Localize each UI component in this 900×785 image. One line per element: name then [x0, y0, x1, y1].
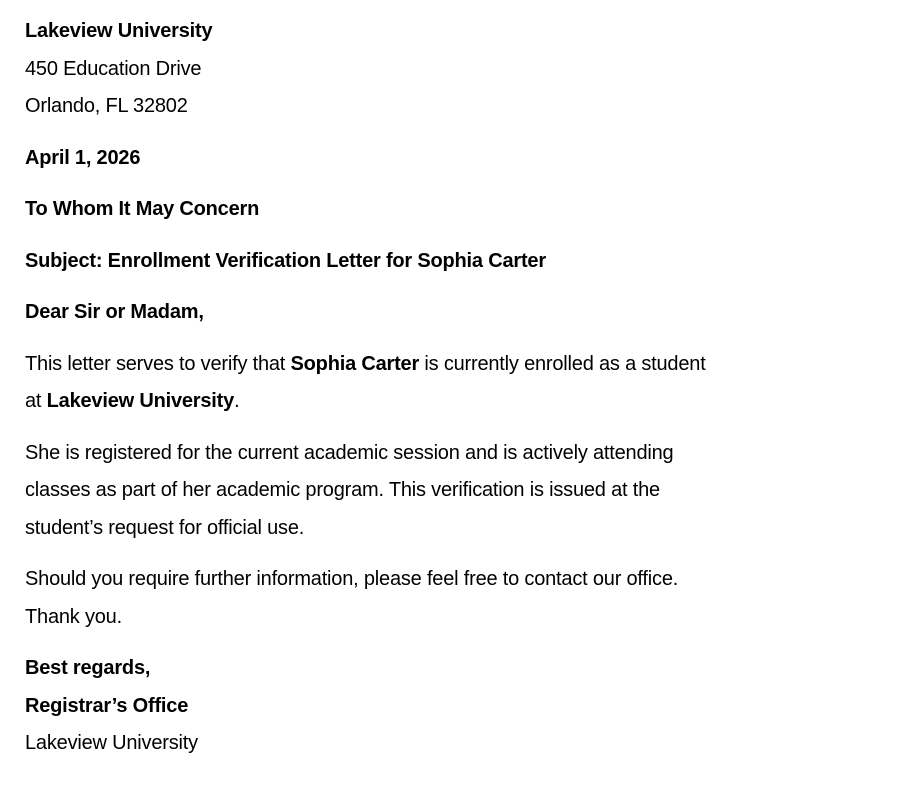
institution-name-inline: Lakeview University: [46, 390, 235, 412]
recipient: To Whom It May Concern: [25, 198, 260, 220]
salutation: Dear Sir or Madam,: [25, 301, 204, 323]
recipient-block: [25, 191, 875, 229]
signatory-institution: Lakeview University: [25, 732, 198, 754]
body-p1-line-2: [25, 383, 875, 421]
address-line-2: Orlando, FL 32802: [25, 95, 188, 117]
body-paragraph-2: [25, 435, 875, 548]
student-name: Sophia Carter: [290, 352, 420, 375]
subject-block: [25, 243, 875, 281]
body-text: This letter serves to verify that: [25, 352, 291, 375]
body-text: .: [234, 390, 240, 412]
salutation-block: [25, 294, 875, 332]
subject-line: Subject: Enrollment Verification Letter for Sophia Carter: [25, 249, 546, 272]
institution-name: Lakeview University: [25, 20, 213, 42]
body-p3-line-2: Thank you.: [25, 605, 122, 628]
body-p1-line-1: [25, 346, 875, 384]
body-paragraph-1: [25, 346, 875, 421]
body-p2-line-1: She is registered for the current academic session and is actively attending: [25, 441, 674, 464]
body-text: is currently enrolled as a student: [419, 352, 706, 375]
valediction: Best regards,: [25, 657, 151, 679]
body-p2-line-3: student’s request for official use.: [25, 516, 305, 539]
date-block: [25, 140, 875, 178]
body-p3-line-1: Should you require further information, please feel free to contact our office.: [25, 568, 679, 590]
address-line-1: 450 Education Drive: [25, 57, 202, 80]
letter-date: April 1, 2026: [25, 146, 141, 169]
signatory-office: Registrar’s Office: [25, 694, 189, 717]
body-text: at: [25, 390, 47, 412]
closing-block: [25, 650, 875, 763]
body-p2-line-2: classes as part of her academic program. This verification is issued at the: [25, 479, 660, 501]
body-paragraph-3: [25, 561, 875, 636]
letterhead: [25, 13, 875, 126]
